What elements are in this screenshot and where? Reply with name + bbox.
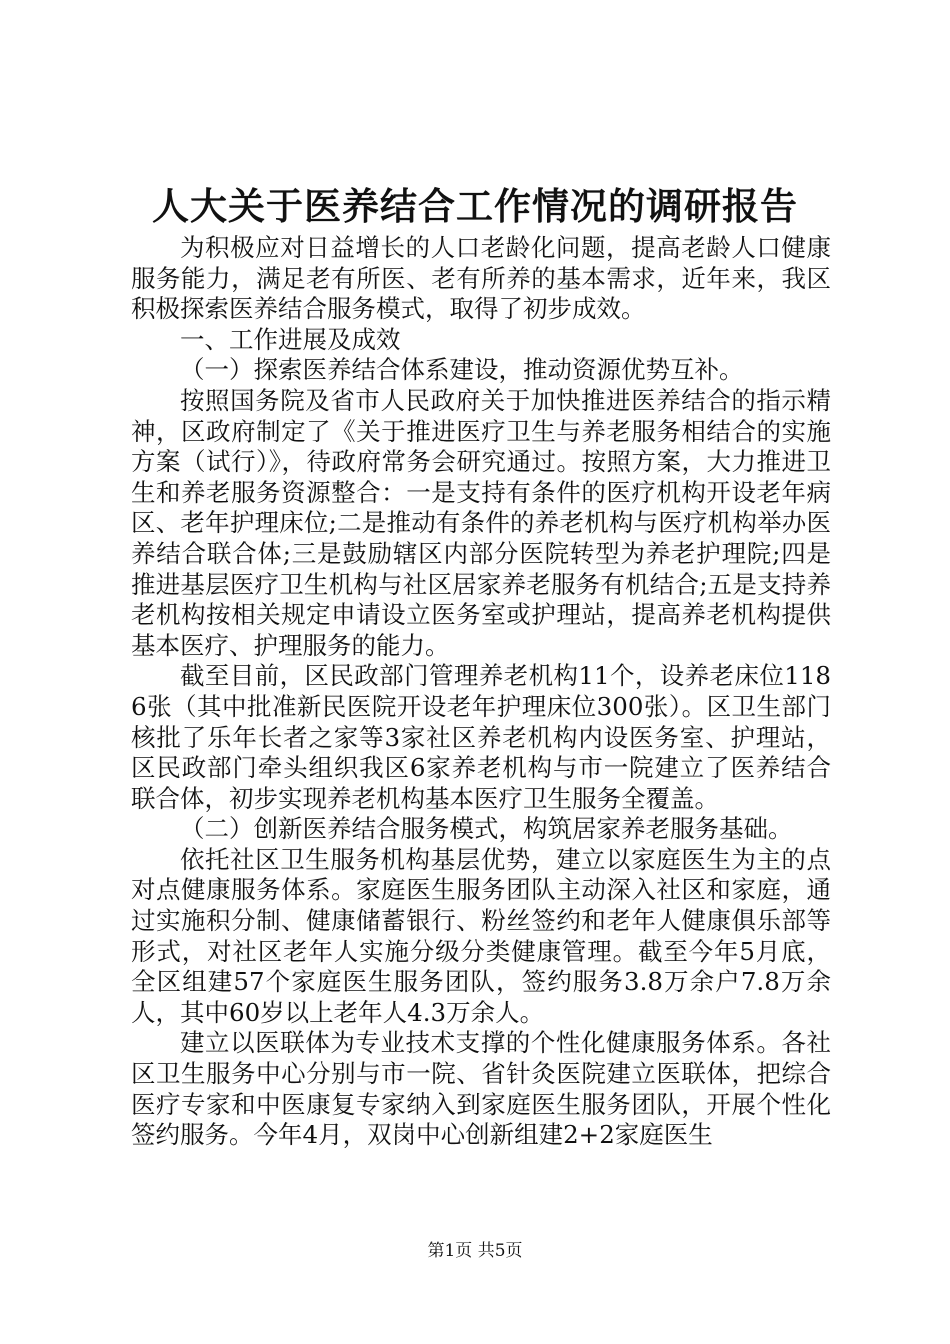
body-paragraph: 依托社区卫生服务机构基层优势，建立以家庭医生为主的点对点健康服务体系。家庭医生服务团队主动深入社区和家庭，通过实施积分制、健康储蓄银行、粉丝签约和老年人健康俱乐部等形式，对社区老年人实施分级分类健康管理。截至今年5月底，全区组建57个家庭医生服务团队，签约服务3.8万余户7.8万余人，其中60岁以上老年人4.3万余人。 — [131, 844, 831, 1027]
subsection-heading-2: （二）创新医养结合服务模式，构筑居家养老服务基础。 — [180, 814, 793, 844]
body-paragraph: 截至目前，区民政部门管理养老机构11个，设养老床位1186张（其中批准新民医院开设老年护理床位300张）。区卫生部门核批了乐年长者之家等3家社区养老机构内设医务室、护理站，区民政部门牵头组织我区6家养老机构与市一院建立了医养结合联合体，初步实现养老机构基本医疗卫生服务全覆盖。 — [131, 661, 831, 813]
page-footer: 第1页 共5页 — [427, 1241, 523, 1261]
body-paragraph: 建立以医联体为专业技术支撑的个性化健康服务体系。各社区卫生服务中心分别与市一院、省针灸医院建立医联体，把综合医疗专家和中医康复专家纳入到家庭医生服务团队，开展个性化签约服务。今年4月，双岗中心创新组建2+2家庭医生 — [131, 1028, 831, 1150]
intro-paragraph: 为积极应对日益增长的人口老龄化问题，提高老龄人口健康服务能力，满足老有所医、老有所养的基本需求，近年来，我区积极探索医养结合服务模式，取得了初步成效。 — [131, 233, 831, 324]
document-title: 人大关于医养结合工作情况的调研报告 — [152, 184, 798, 228]
body-paragraph: 按照国务院及省市人民政府关于加快推进医养结合的指示精神，区政府制定了《关于推进医疗卫生与养老服务相结合的实施方案（试行）》，待政府常务会研究通过。按照方案，大力推进卫生和养老服务资源整合：一是支持有条件的医疗机构开设老年病区、老年护理床位;二是推动有条件的养老机构与医疗机构举办医养结合联合体;三是鼓励辖区内部分医院转型为养老护理院;四是推进基层医疗卫生机构与社区居家养老服务有机结合;五是支持养老机构按相关规定申请设立医务室或护理站，提高养老机构提供基本医疗、护理服务的能力。 — [131, 385, 831, 660]
document-body — [131, 233, 831, 1151]
section-heading-progress: 一、工作进展及成效 — [180, 324, 401, 354]
subsection-heading-1: （一）探索医养结合体系建设，推动资源优势互补。 — [180, 355, 744, 385]
